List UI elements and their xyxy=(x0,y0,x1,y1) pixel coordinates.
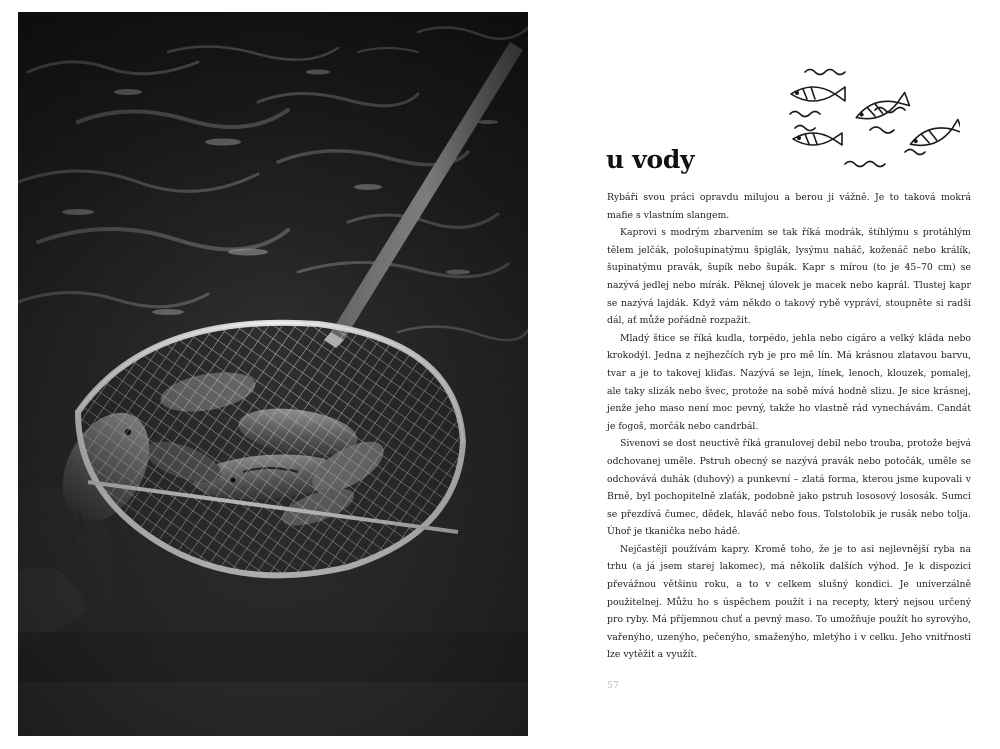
page-number: 57 xyxy=(607,681,620,691)
fishing-net-with-fish-photo-icon xyxy=(18,12,528,736)
paragraph: Nejčastěji používám kapry. Kromě toho, že je to asi nejlevnější ryba na trhu (a já jsem starej lakomec), má několik dalších výhod. Je k dispozici převážnou většinu roku, a to v celkem slušný kondici. Je univerzálně použitelnej. Můžu ho s úspěchem použít i na recepty, který nejsou určený pro ryby. Má příjemnou chuť a pevný maso. To umožňuje použít ho syrovýho, vařenýho, uzenýho, pečenýho, smaženýho, mletýho i v celku. Jeho vnitřnosti lze vytěžit a využít. xyxy=(607,543,971,661)
paragraph: Kaprovi s modrým zbarvením se tak říká modrák, štíhlýmu s protáhlým tělem jelčák, pološupinatýmu špiglák, lysýmu naháč, koženáč nebo králík, šupinatýmu pravák, šupík nebo šupák. Kapr s mírou (to je 45–70 cm) se nazývá jedlej nebo mírák. Pěknej úlovek je macek nebo kaprál. Tlustej kapr se nazývá lajdák. Když vám někdo o takový rybě vypráví, stoupněte si radši dál, ať může pořádně rozpažit. xyxy=(607,227,971,327)
chapter-heading: u vody xyxy=(606,145,695,174)
paragraph: Mladý štice se říká kudla, torpédo, jehla nebo cigáro a velký kláda nebo krokodýl. Jedna z nejhezčích ryb je pro mě lín. Má krásnou zlatavou barvu, tvar a je to takovej kliďas. Nazývá se lejn, línek, lenoch, klouzek, pomalej, ale taky slizák nebo švec, protože na sobě mívá hodně slizu. Je sice krásnej, jenže jeho maso není moc pevný, takže ho vlastně rád vynechávám. Candát je fogoš, morčák nebo candrbál. xyxy=(607,332,971,432)
fishing-net-photo xyxy=(18,12,528,736)
body-text xyxy=(607,189,971,664)
paragraph: Rybáři svou práci opravdu milujou a berou ji vážně. Je to taková mokrá mafie s vlastním slangem. xyxy=(607,192,971,221)
fish-school-doodle-icon xyxy=(785,62,960,180)
paragraph: Sivenovi se dost neuctivě říká granulovej debil nebo trouba, protože bejvá odchovanej uměle. Pstruh obecný se nazývá pravák nebo potočák, uměle se odchovává duhák (duhový) a punkevní – zlatá forma, kterou jsme kupovali v Brně, byl pochopitelně zlaťák, podobně jako pstruh lososový lososák. Sumci se přezdívá čumec, dědek, hlaváč nebo fous. Tolstolobik je rusák nebo tolja. Úhoř je tkanička nebo hádě. xyxy=(607,438,971,538)
text-page xyxy=(560,0,1000,749)
